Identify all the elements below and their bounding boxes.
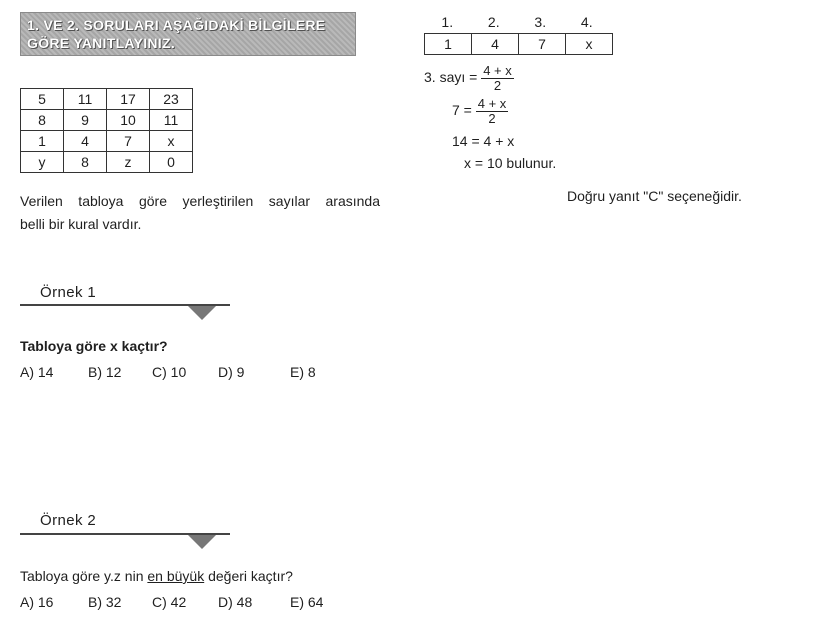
table-row [21, 152, 193, 173]
option-c: C) 10 [152, 364, 187, 380]
table-cell: 9 [64, 110, 107, 131]
option-e: E) 8 [290, 364, 316, 380]
table-cell: 8 [64, 152, 107, 173]
table-row [21, 89, 193, 110]
example-1-label: Örnek 1 [40, 284, 97, 301]
question-text-pre: Tabloya göre y.z nin [20, 568, 148, 584]
table-cell: 1 [21, 131, 64, 152]
option-a: A) 16 [20, 594, 54, 610]
table-cell: 4 [472, 34, 519, 55]
sequence-header: 2. [487, 14, 500, 30]
table-cell: 23 [150, 89, 193, 110]
number-table [20, 88, 193, 173]
table-cell: 11 [150, 110, 193, 131]
table-cell: x [150, 131, 193, 152]
solution-step-3: 14 = 4 + x [452, 133, 515, 149]
fraction-denominator: 2 [493, 78, 502, 93]
step-1-lhs: 3. sayı = [424, 69, 478, 86]
fraction-numerator: 4 + x [477, 96, 507, 111]
example-1-options [20, 364, 316, 380]
table-cell: 5 [21, 89, 64, 110]
table-row [425, 34, 613, 55]
banner-line-2: GÖRE YANITLAYINIZ. [27, 35, 176, 51]
option-c: C) 42 [152, 594, 187, 610]
paragraph-line-2: belli bir kural vardır. [20, 216, 142, 232]
fraction-denominator: 2 [488, 111, 496, 126]
fraction [476, 97, 509, 126]
table-cell: x [566, 34, 613, 55]
option-b: B) 12 [88, 364, 122, 380]
step-2-lhs: 7 = [452, 102, 472, 119]
sequence-header: 1. [441, 14, 454, 30]
table-cell: y [21, 152, 64, 173]
solution-step-1 [424, 64, 514, 93]
sequence-header: 3. [534, 14, 547, 30]
solution-step-4: x = 10 bulunur. [464, 155, 557, 171]
solution-step-2 [452, 97, 508, 126]
option-e: E) 64 [290, 594, 324, 610]
fraction [481, 64, 514, 93]
example-1-question: Tabloya göre x kaçtır? [20, 338, 168, 354]
answer-text: Doğru yanıt "C" seçeneğidir. [567, 188, 742, 204]
sequence-header: 4. [580, 14, 593, 30]
question-text-post: değeri kaçtır? [204, 568, 293, 584]
option-d: D) 9 [218, 364, 245, 380]
fraction-numerator: 4 + x [483, 63, 512, 78]
example-2-question [20, 568, 293, 584]
sequence-table [424, 33, 613, 55]
table-cell: 8 [21, 110, 64, 131]
flag-icon [188, 535, 216, 549]
table-cell: 0 [150, 152, 193, 173]
table-cell: 17 [107, 89, 150, 110]
paragraph-line-1: Verilen tabloya göre yerleştirilen sayılar arasında [20, 193, 380, 209]
option-b: B) 32 [88, 594, 122, 610]
flag-icon [188, 306, 216, 320]
option-a: A) 14 [20, 364, 54, 380]
table-cell: 10 [107, 110, 150, 131]
table-cell: 7 [107, 131, 150, 152]
table-cell: 1 [425, 34, 472, 55]
example-2-label: Örnek 2 [40, 512, 97, 529]
intro-paragraph [20, 190, 380, 236]
example-2-options [20, 594, 323, 610]
table-cell: z [107, 152, 150, 173]
banner-line-1: 1. VE 2. SORULARI AŞAĞIDAKİ BİLGİLERE [27, 17, 326, 33]
sequence-headers [424, 14, 610, 30]
table-cell: 4 [64, 131, 107, 152]
section-banner [20, 12, 356, 56]
option-d: D) 48 [218, 594, 253, 610]
question-emphasis: en büyük [147, 568, 205, 584]
table-cell: 11 [64, 89, 107, 110]
table-row [21, 110, 193, 131]
table-cell: 7 [519, 34, 566, 55]
table-row [21, 131, 193, 152]
